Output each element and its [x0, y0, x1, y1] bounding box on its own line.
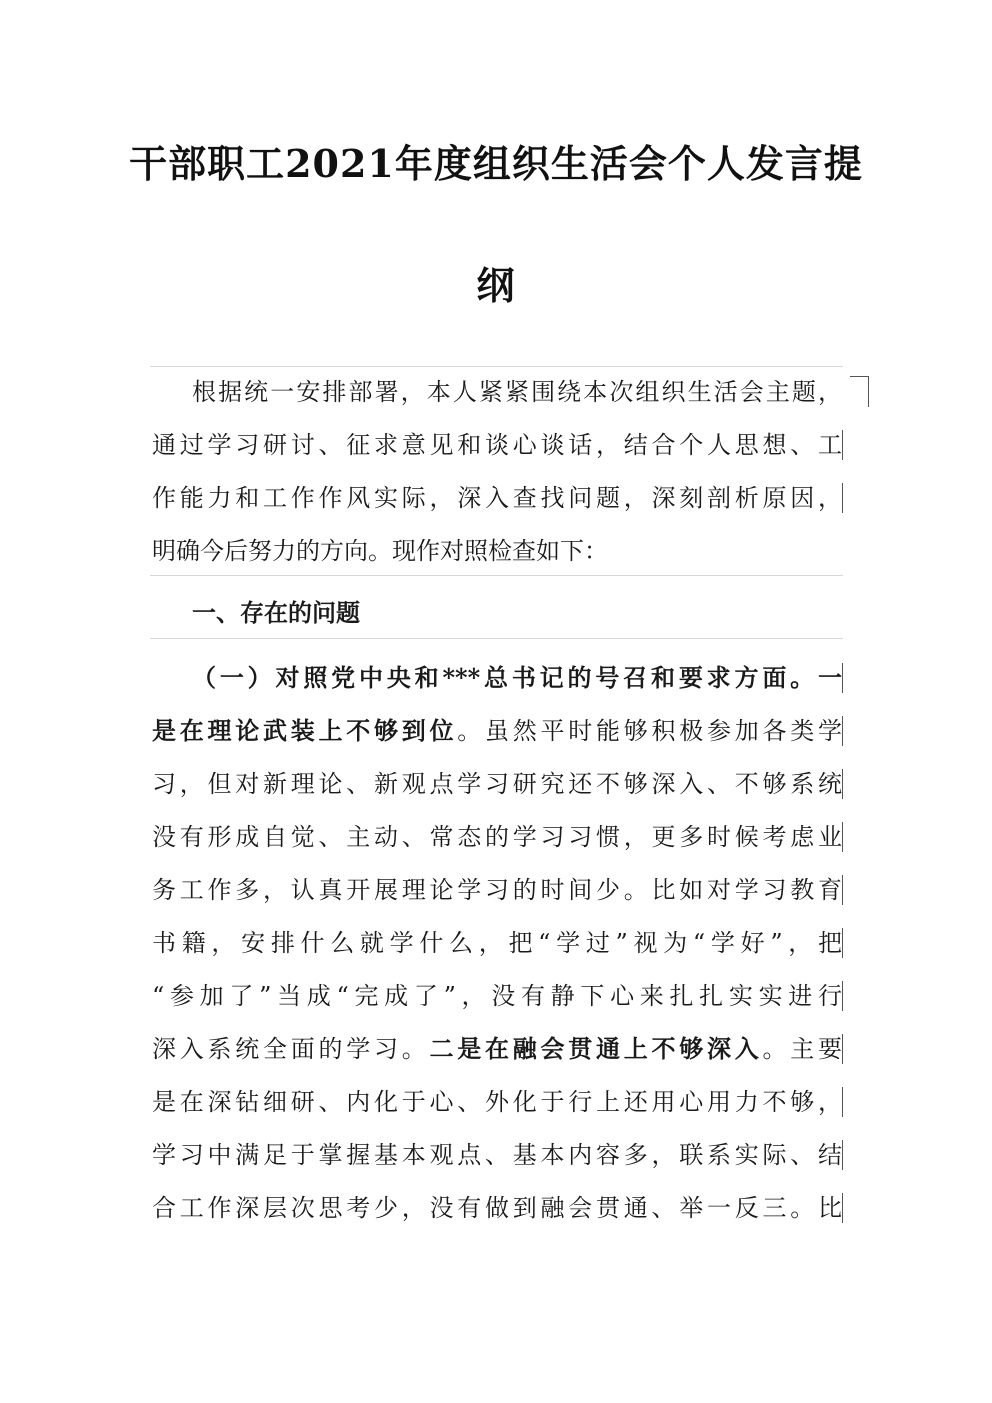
- intro-line-3: 作能力和工作作风实际，深入查找问题，深刻剖析原因，: [152, 484, 842, 512]
- margin-mark: [842, 716, 843, 746]
- margin-mark: [842, 981, 843, 1011]
- intro-line-1: 根据统一安排部署，本人紧紧围绕本次组织生活会主题，: [192, 378, 842, 406]
- body-line-4: 没有形成自觉、主动、常态的学习习惯，更多时候考虑业: [152, 823, 842, 851]
- document-title-line-2: 纲: [476, 263, 516, 308]
- body-line-6: 书籍，安排什么就学什么，把“学过”视为“学好”，把: [152, 929, 842, 957]
- margin-mark: [842, 928, 843, 958]
- intro-line-2: 通过学习研讨、征求意见和谈心谈话，结合个人思想、工: [152, 431, 842, 459]
- body-line-1: （一）对照党中央和***总书记的号召和要求方面。一: [192, 663, 842, 692]
- section-heading: 一、存在的问题: [192, 598, 360, 627]
- divider: [150, 575, 843, 576]
- body-line-2-rest: 。虽然平时能够积极参加各类学: [457, 717, 842, 745]
- margin-mark: [842, 769, 843, 799]
- body-line-8-end: 。主要: [762, 1035, 842, 1063]
- body-line-5: 务工作多，认真开展理论学习的时间少。比如对学习教育: [152, 876, 842, 904]
- margin-mark: [842, 1087, 843, 1117]
- body-line-8-bold: 二是在融会贯通上不够深入: [429, 1034, 763, 1063]
- margin-mark: [842, 663, 843, 693]
- margin-mark: [842, 1193, 843, 1223]
- body-line-11: 合工作深层次思考少，没有做到融会贯通、举一反三。比: [152, 1194, 842, 1222]
- margin-mark: [842, 483, 843, 513]
- corner-mark: [850, 376, 869, 407]
- margin-mark: [842, 822, 843, 852]
- margin-mark: [842, 430, 843, 460]
- margin-mark: [842, 875, 843, 905]
- divider-top: [150, 366, 843, 367]
- body-line-8-start: 深入系统全面的学习。: [152, 1035, 430, 1063]
- body-line-7: “参加了”当成“完成了”，没有静下心来扎扎实实进行: [152, 982, 842, 1010]
- intro-line-4: 明确今后努力的方向。现作对照检查如下：: [152, 537, 608, 565]
- divider: [150, 638, 843, 639]
- body-line-8: [152, 1034, 842, 1064]
- margin-mark: [842, 1034, 843, 1064]
- body-line-9: 是在深钻细研、内化于心、外化于行上还用心用力不够，: [152, 1088, 842, 1116]
- body-line-2: [152, 716, 842, 746]
- margin-mark: [842, 1140, 843, 1170]
- body-line-2-bold: 是在理论武装上不够到位: [152, 716, 458, 745]
- body-line-3: 习，但对新理论、新观点学习研究还不够深入、不够系统: [152, 770, 842, 798]
- body-line-10: 学习中满足于掌握基本观点、基本内容多，联系实际、结: [152, 1141, 842, 1169]
- document-title-line-1: 干部职工2021年度组织生活会个人发言提: [129, 141, 863, 186]
